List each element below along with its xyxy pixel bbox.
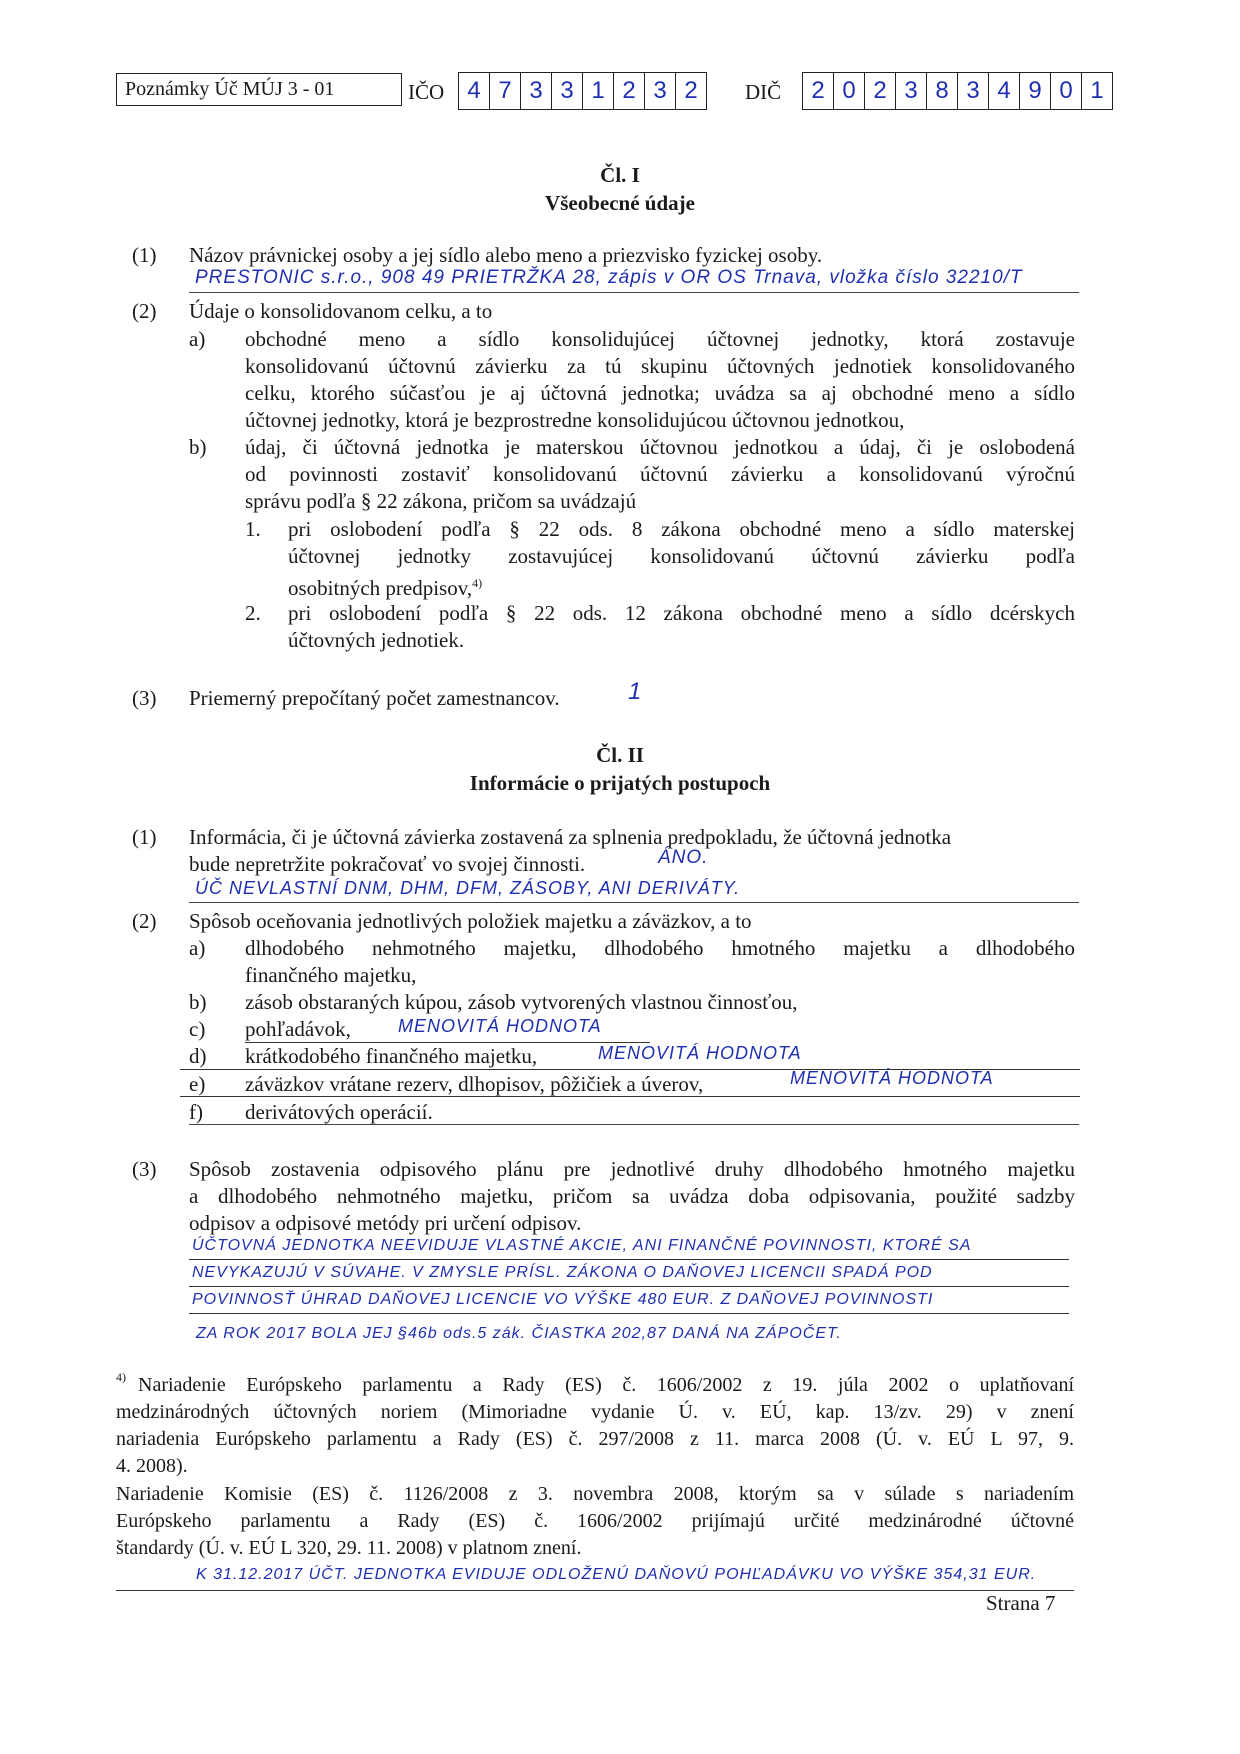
ico-digit: 2 (614, 73, 645, 109)
item3-handwritten-line: ÚČTOVNÁ JEDNOTKA NEEVIDUJE VLASTNÉ AKCIE, ANI FINANČNÉ POVINNOSTI, KTORÉ SA (192, 1237, 972, 1254)
item2a-line: konsolidovanú účtovnú závierku za tú skupinu účtovných jednotiek konsolidovaného (245, 354, 1075, 378)
section2-item1-line: Informácia, či je účtovná závierka zostavená za splnenia predpokladu, že účtovná jednotka (189, 825, 952, 849)
valuation-e-label: e) (189, 1072, 206, 1096)
ico-label: IČO (408, 80, 445, 104)
ico-digit: 7 (490, 73, 521, 109)
section2-item3-line: a dlhodobého nehmotného majetku, pričom sa uvádza doba odpisovania, použité sadzby (189, 1184, 1075, 1208)
valuation-c-text: pohľadávok, (245, 1017, 351, 1041)
valuation-a-line: finančného majetku, (245, 963, 417, 987)
ico-digit: 1 (583, 73, 614, 109)
valuation-f-text: derivátových operácií. (245, 1100, 433, 1124)
dic-digit: 3 (958, 73, 989, 109)
footnote-line: nariadenia Európskeho parlamentu a Rady (ES) č. 297/2008 z 11. marca 2008 (Ú. v. EÚ L 97, 9. (116, 1428, 1074, 1450)
item1-handwritten-note: ÚČ NEVLASTNÍ DNM, DHM, DFM, ZÁSOBY, ANI DERIVÁTY. (195, 878, 741, 898)
item-number: (1) (132, 825, 157, 849)
valuation-b-label: b) (189, 990, 207, 1014)
item-number: (1) (132, 243, 157, 267)
valuation-c-label: c) (189, 1017, 206, 1041)
dic-digit: 0 (834, 73, 865, 109)
sub1-line: pri oslobodení podľa § 22 ods. 8 zákona obchodné meno a sídlo materskej (288, 517, 1075, 541)
dic-digit: 2 (803, 73, 834, 109)
item2b-line: údaj, či účtovná jednotka je materskou účtovnou jednotkou a údaj, či je oslobodená (245, 435, 1075, 459)
valuation-e-text: záväzkov vrátane rezerv, dlhopisov, pôžičiek a úverov, (245, 1072, 704, 1096)
footnote-ref: 4) (472, 576, 483, 590)
ico-digit: 3 (552, 73, 583, 109)
footnote-marker: 4) (116, 1370, 126, 1384)
item3-handwritten-line: NEVYKAZUJÚ V SÚVAHE. V ZMYSLE PRÍSL. ZÁKONA O DAŇOVEJ LICENCII SPADÁ POD (192, 1264, 933, 1281)
dic-label: DIČ (745, 80, 782, 104)
item2b-line: správu podľa § 22 zákona, pričom sa uvádzajú (245, 489, 637, 513)
valuation-f-label: f) (189, 1100, 203, 1124)
dic-digit: 9 (1020, 73, 1051, 109)
section2-item3-line: odpisov a odpisové metódy pri určení odpisov. (189, 1211, 582, 1235)
ico-digits (458, 72, 707, 110)
dic-digits (802, 72, 1113, 110)
item3-handwritten: 1 (628, 678, 643, 705)
section2-subtitle: Informácie o prijatých postupoch (469, 771, 771, 795)
dic-digit: 0 (1051, 73, 1082, 109)
item3-text: Priemerný prepočítaný počet zamestnancov. (189, 686, 560, 710)
page-number: Strana 7 (986, 1591, 1056, 1615)
ico-digit: 2 (684, 77, 698, 104)
item-number: (3) (132, 686, 157, 710)
ico-digit: 3 (521, 73, 552, 109)
dic-digit: 4 (989, 73, 1020, 109)
item2a-label: a) (189, 327, 206, 351)
footnote-line: 4. 2008). (116, 1455, 188, 1477)
item3-handwritten-line: ZA ROK 2017 BOLA JEJ §46b ods.5 zák. ČIASTKA 202,87 DANÁ NA ZÁPOČET. (196, 1325, 842, 1342)
footnote-handwritten: K 31.12.2017 ÚČT. JEDNOTKA EVIDUJE ODLOŽENÚ DAŇOVÚ POHĽADÁVKU VO VÝŠKE 354,31 EUR. (196, 1566, 1037, 1583)
valuation-c-handwritten: MENOVITÁ HODNOTA (398, 1016, 602, 1036)
dic-digit: 8 (927, 73, 958, 109)
footnote-line: Nariadenie Európskeho parlamentu a Rady (ES) č. 1606/2002 z 19. júla 2002 o uplatňovaní (138, 1374, 1074, 1396)
item2a-line: účtovnej jednotky, ktorá je bezprostredne konsolidujúcou účtovnou jednotkou, (245, 408, 905, 432)
item2a-line: celku, ktorého súčasťou je aj účtovná jednotka; uvádza sa aj obchodné meno a sídlo (245, 381, 1075, 405)
ico-digit: 4 (459, 73, 490, 109)
section1-title: Čl. I (600, 163, 640, 187)
sub1-line: osobitných predpisov, (288, 576, 473, 600)
item1-text: Názov právnickej osoby a jej sídlo alebo meno a priezvisko fyzickej osoby. (189, 243, 823, 267)
item-number: (3) (132, 1157, 157, 1181)
form-label (116, 73, 402, 106)
footnote-line: Nariadenie Komisie (ES) č. 1126/2008 z 3. novembra 2008, ktorým sa v súlade s nariadením (116, 1483, 1074, 1505)
form-label-text: Poznámky Úč MÚJ 3 - 01 (125, 78, 335, 100)
item1-handwritten: PRESTONIC s.r.o., 908 49 PRIETRŽKA 28, zápis v OR OS Trnava, vložka číslo 32210/T (195, 267, 1023, 288)
section2-item2-text: Spôsob oceňovania jednotlivých položiek majetku a záväzkov, a to (189, 909, 752, 933)
item2-text: Údaje o konsolidovanom celku, a to (189, 299, 493, 323)
item1-handwritten: ÁNO. (658, 847, 709, 868)
item3-handwritten-line: POVINNOSŤ ÚHRAD DAŇOVEJ LICENCIE VO VÝŠKE 480 EUR. Z DAŇOVEJ POVINNOSTI (192, 1291, 934, 1308)
section2-item3-line: Spôsob zostavenia odpisového plánu pre jednotlivé druhy dlhodobého hmotného majetku (189, 1157, 1075, 1181)
section2-item1-line: bude nepretržite pokračovať vo svojej činnosti. (189, 852, 586, 876)
footnote-line: štandardy (Ú. v. EÚ L 320, 29. 11. 2008) v platnom znení. (116, 1537, 582, 1559)
sub1-label: 1. (245, 517, 261, 541)
valuation-b-text: zásob obstaraných kúpou, zásob vytvorených vlastnou činnosťou, (245, 990, 798, 1014)
valuation-a-line: dlhodobého nehmotného majetku, dlhodobého hmotného majetku a dlhodobého (245, 936, 1075, 960)
valuation-d-handwritten: MENOVITÁ HODNOTA (598, 1043, 802, 1063)
dic-digit: 1 (1090, 77, 1104, 104)
sub1-line-last (288, 570, 482, 602)
valuation-a-label: a) (189, 936, 206, 960)
valuation-d-label: d) (189, 1044, 207, 1068)
dic-digit: 3 (896, 73, 927, 109)
sub2-label: 2. (245, 601, 261, 625)
valuation-d-text: krátkodobého finančného majetku, (245, 1044, 538, 1068)
footnote-line: Európskeho parlamentu a Rady (ES) č. 1606/2002 prijímajú určité medzinárodné účtovné (116, 1510, 1074, 1532)
valuation-e-handwritten: MENOVITÁ HODNOTA (790, 1068, 994, 1088)
item2a-line: obchodné meno a sídlo konsolidujúcej účtovnej jednotky, ktorá zostavuje (245, 327, 1075, 351)
footnote-line: medzinárodných účtovných noriem (Mimoriadne vydanie Ú. v. EÚ, kap. 13/zv. 29) v znení (116, 1401, 1074, 1423)
sub1-line: účtovnej jednotky zostavujúcej konsolidovanú účtovnú závierku podľa (288, 544, 1075, 568)
sub2-line: pri oslobodení podľa § 22 ods. 12 zákona obchodné meno a sídlo dcérskych (288, 601, 1075, 625)
ico-digit: 3 (645, 73, 676, 109)
item-number: (2) (132, 909, 157, 933)
item2b-line: od povinnosti zostaviť konsolidovanú účtovnú závierku a konsolidovanú výročnú (245, 462, 1075, 486)
item-number: (2) (132, 299, 157, 323)
sub2-line: účtovných jednotiek. (288, 628, 465, 652)
dic-digit: 2 (865, 73, 896, 109)
section1-subtitle: Všeobecné údaje (545, 191, 695, 215)
section2-title: Čl. II (596, 743, 644, 767)
item2b-label: b) (189, 435, 207, 459)
